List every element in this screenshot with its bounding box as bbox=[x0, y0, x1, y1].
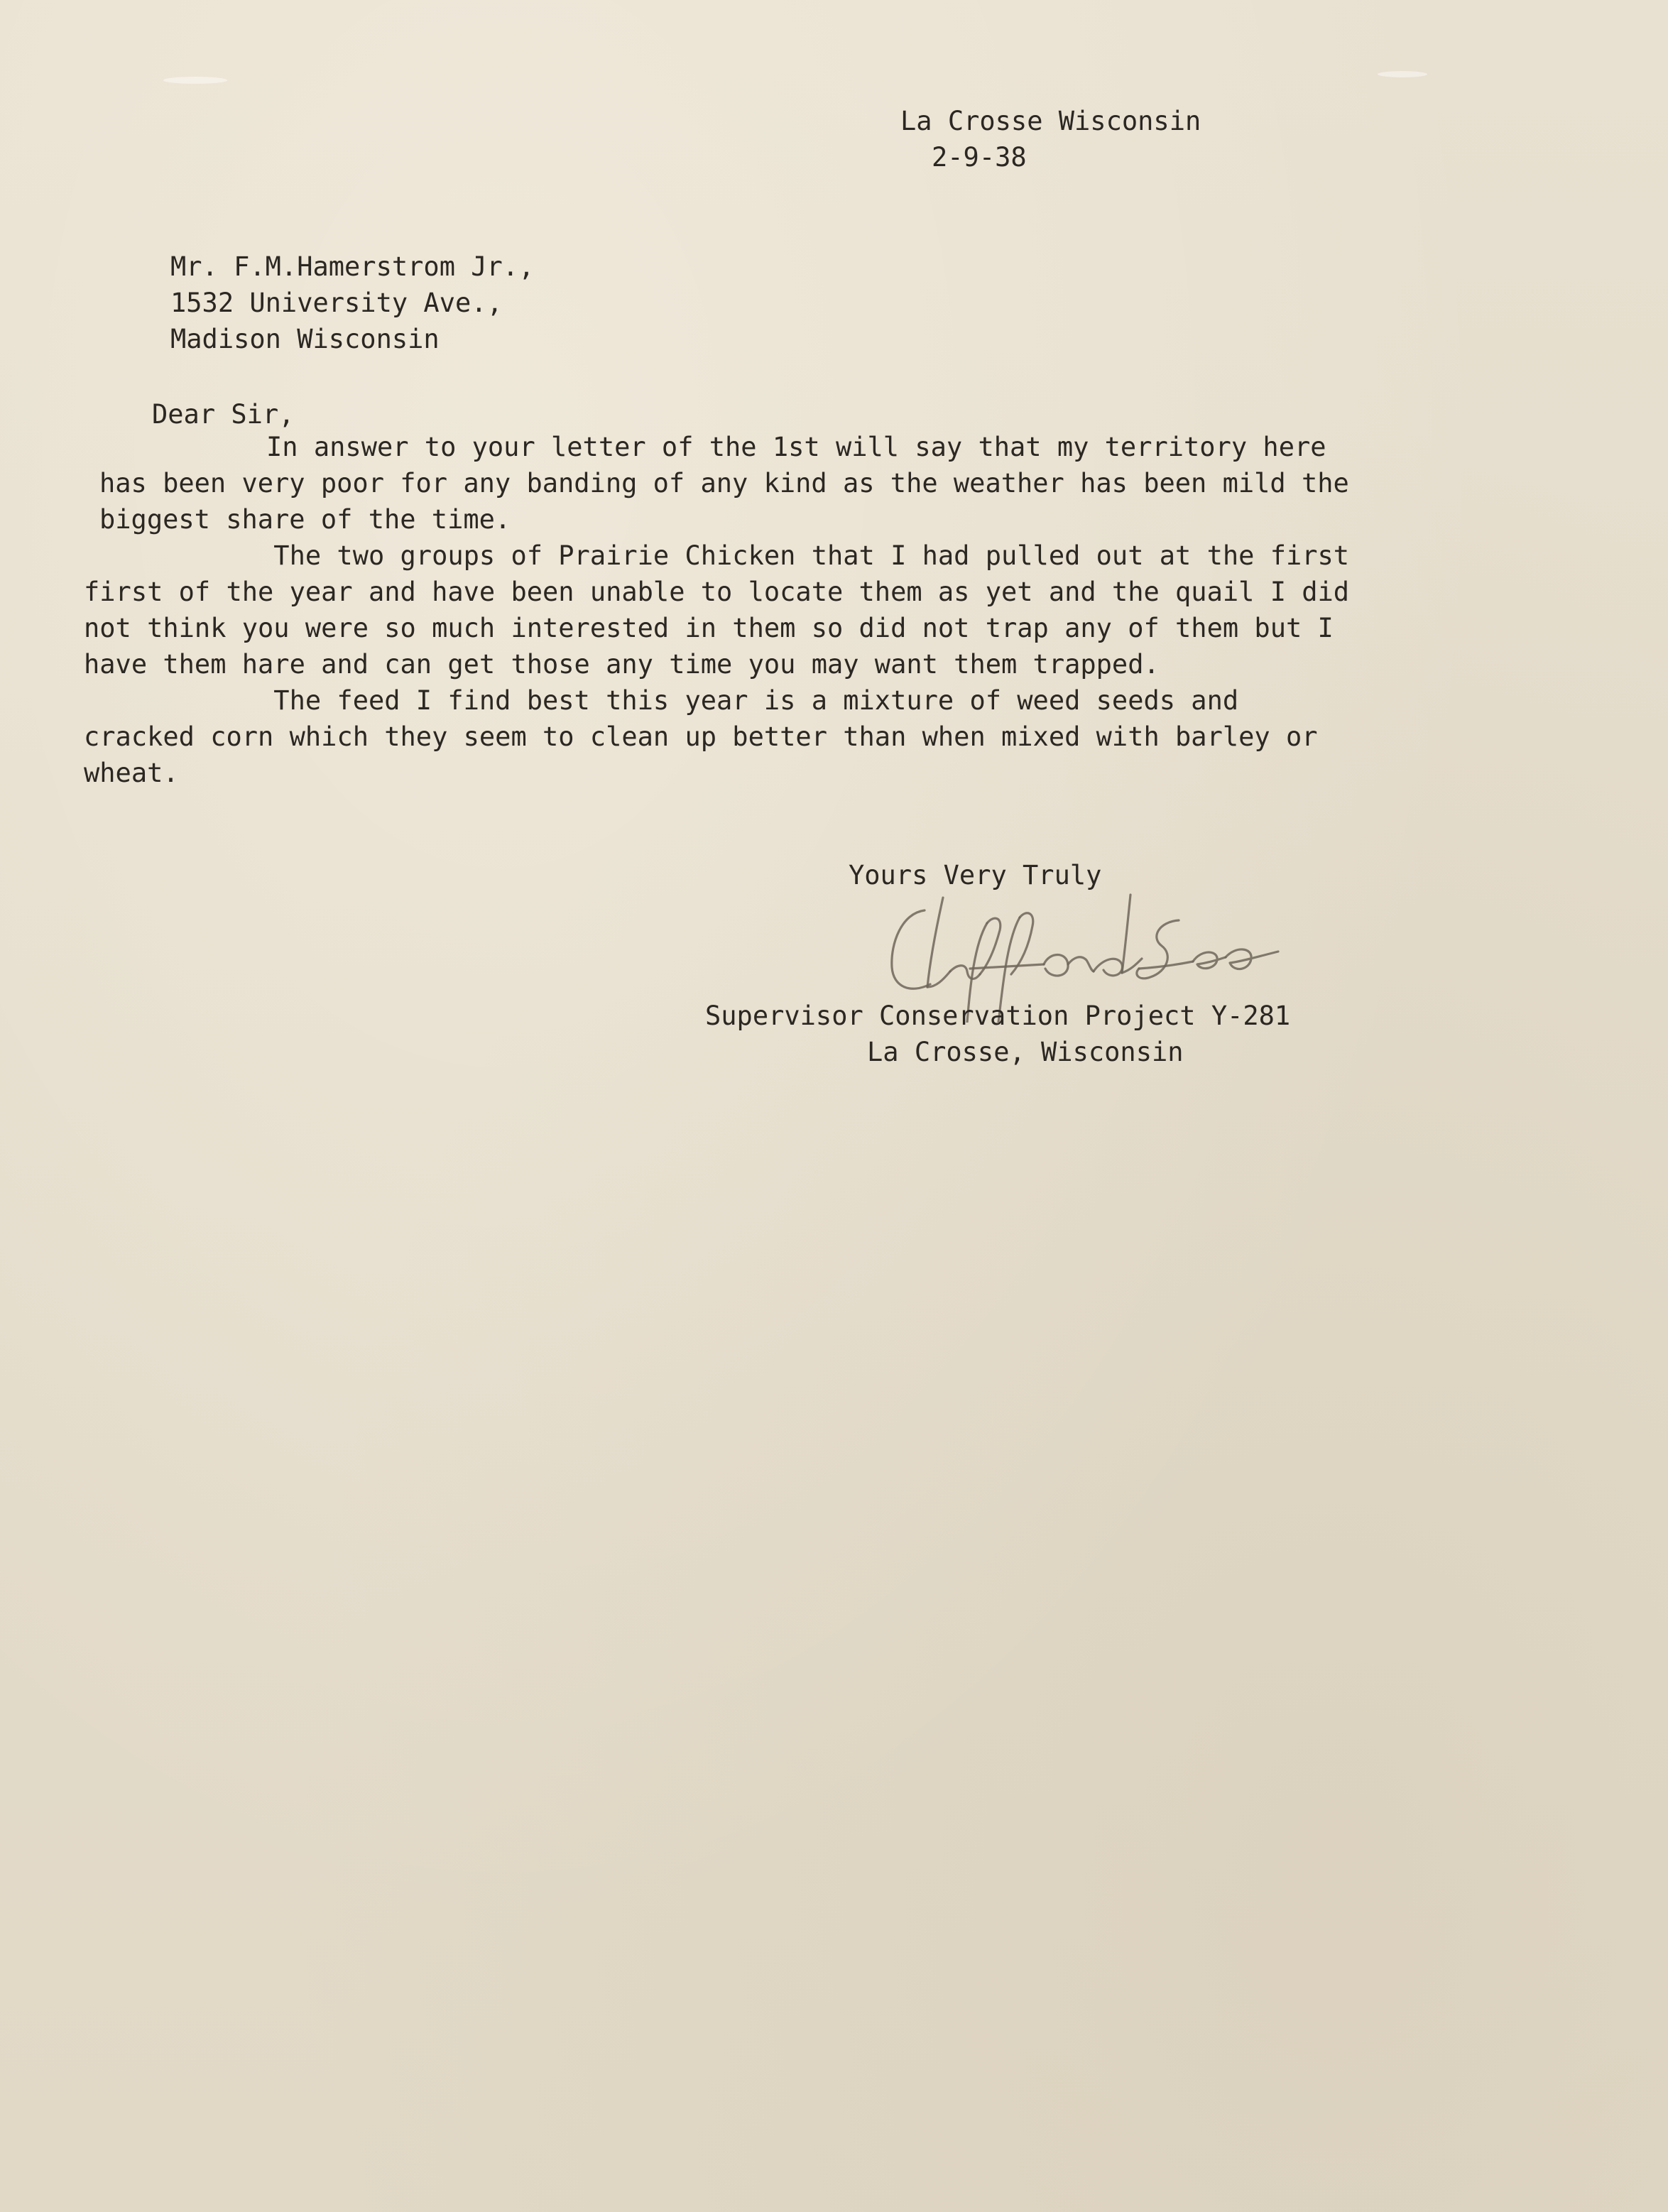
signer-title: Supervisor Conservation Project Y-281 bbox=[705, 1001, 1291, 1031]
body-line: The feed I find best this year is a mixture of weed seeds and bbox=[84, 685, 1239, 716]
recipient-street: 1532 University Ave., bbox=[170, 288, 503, 318]
body-line: have them hare and can get those any time you may want them trapped. bbox=[84, 649, 1160, 680]
recipient-address bbox=[170, 249, 534, 357]
recipient-name: Mr. F.M.Hamerstrom Jr., bbox=[170, 251, 535, 282]
body-line: has been very poor for any banding of any kind as the weather has been mild the bbox=[99, 468, 1349, 498]
body-line: The two groups of Prairie Chicken that I had pulled out at the first bbox=[84, 540, 1350, 571]
recipient-city: Madison Wisconsin bbox=[170, 324, 440, 354]
salutation: Dear Sir, bbox=[152, 399, 295, 430]
body-line: wheat. bbox=[84, 758, 179, 788]
body-line: cracked corn which they seem to clean up better than when mixed with barley or bbox=[84, 721, 1318, 752]
heading-place: La Crosse Wisconsin bbox=[900, 106, 1201, 136]
heading-date: 2-9-38 bbox=[932, 142, 1027, 173]
signer-city: La Crosse, Wisconsin bbox=[867, 1037, 1184, 1067]
paper-mark bbox=[163, 77, 227, 84]
body-line: not think you were so much interested in them so did not trap any of them but I bbox=[84, 613, 1334, 643]
closing: Yours Very Truly bbox=[849, 860, 1102, 890]
paper-mark bbox=[1378, 71, 1427, 77]
body-line: biggest share of the time. bbox=[99, 504, 511, 535]
letter-body bbox=[84, 429, 1349, 791]
body-line: In answer to your letter of the 1st will say that my territory here bbox=[92, 432, 1326, 462]
letter-heading bbox=[900, 103, 1201, 175]
body-line: first of the year and have been unable to locate them as yet and the quail I did bbox=[84, 577, 1350, 607]
